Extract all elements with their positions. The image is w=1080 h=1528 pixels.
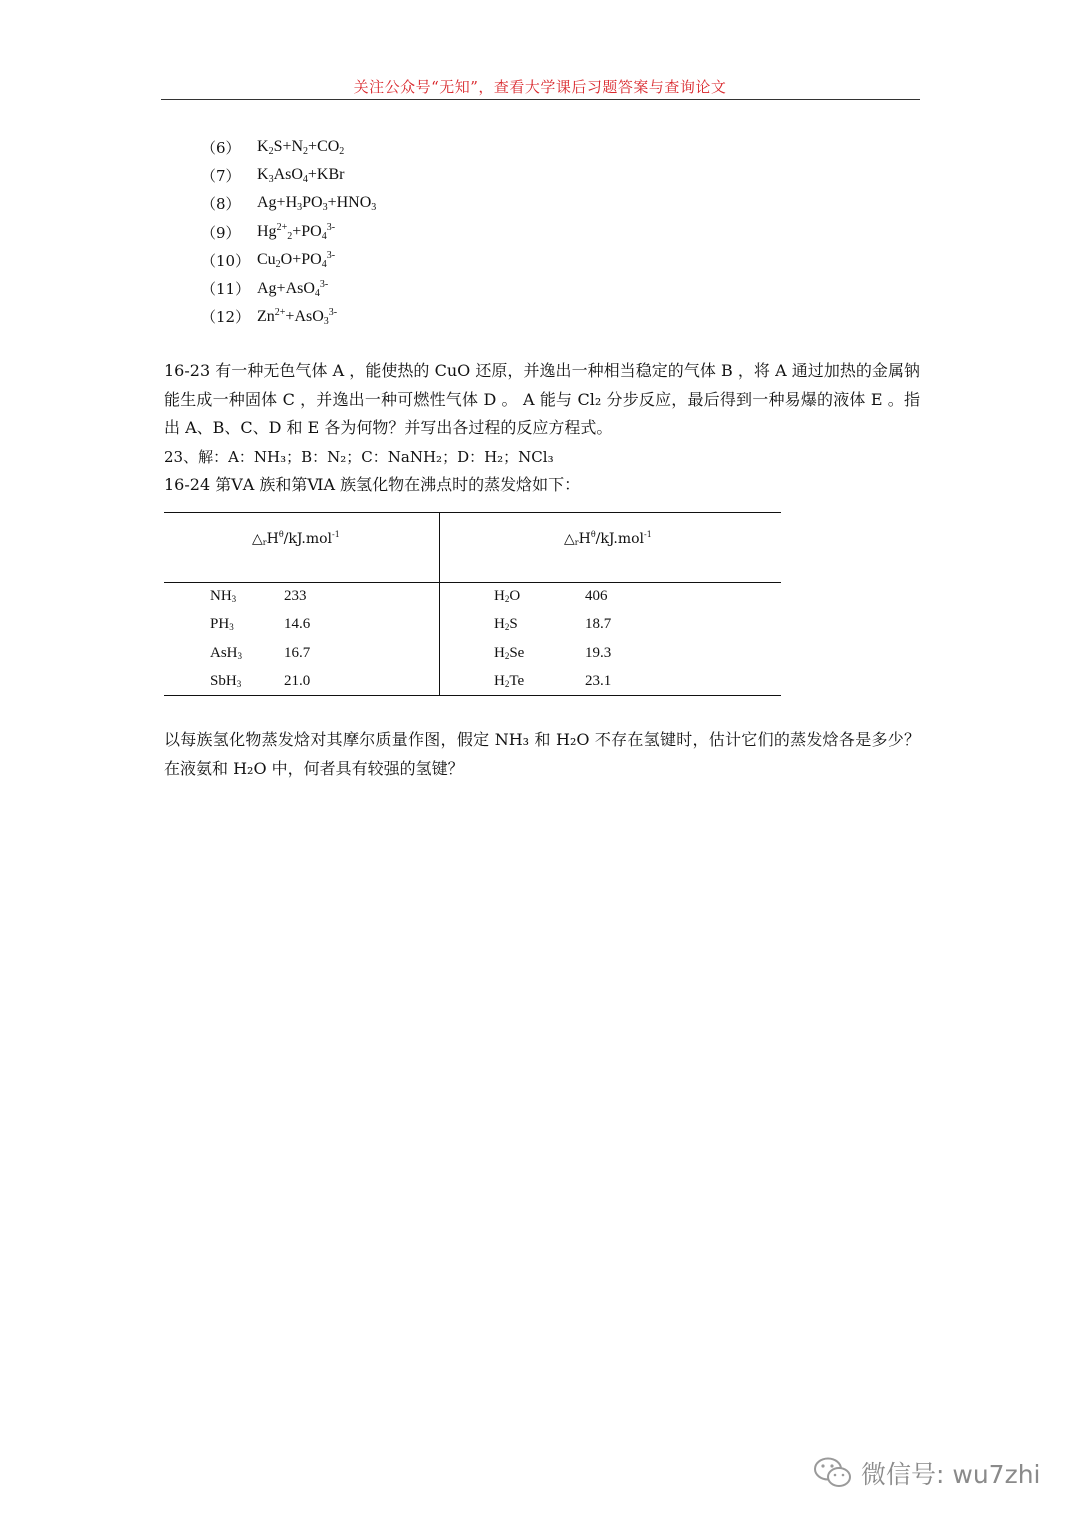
- reaction-number: （10）: [201, 251, 251, 270]
- table-cell-right-value: 18.7: [585, 616, 612, 633]
- wechat-icon: [813, 1456, 853, 1490]
- reaction-formula: $Zn^{2+}+AsO_3^{3-}$: [257, 306, 338, 327]
- reaction-item: [201, 190, 376, 218]
- table-cell-right-value: 19.3: [585, 644, 612, 661]
- table-cell-right-compound: $H_2O$: [494, 588, 521, 604]
- table-header-right: $\triangle_rH^\theta/kJ.mol^{-1}$: [564, 530, 652, 547]
- reaction-formula: $K_2S+N_2+CO_2$: [257, 137, 345, 157]
- table-cell-left-value: 16.7: [284, 644, 311, 661]
- table-cell-left-compound: $PH_3$: [210, 616, 234, 633]
- problem-16-23: 16-23 有一种无色气体 A ，能使热的 CuO 还原，并逸出一种相当稳定的气体 B ，将 A 通过加热的金属钠能生成一种固体 C ，并逸出一种可燃性气体 D 。 A 能与 Cl₂ 分步反应，最后得到一种易爆的液体 E 。指出 A、B、C、D 和 E 各为何物？并写出各过程的反应方程式。: [164, 361, 920, 437]
- table-cell-right-value: 23.1: [585, 672, 612, 689]
- reaction-formula: $Ag+H_3PO_3+HNO_3$: [257, 194, 377, 214]
- reaction-item: [201, 274, 376, 302]
- enthalpy-table: [164, 512, 781, 696]
- final-question: 以每族氢化物蒸发焓对其摩尔质量作图，假定 NH₃ 和 H₂O 不存在氢键时，估计它们的蒸发焓各是多少？在液氨和 H₂O 中，何者具有较强的氢键？: [164, 730, 920, 778]
- table-header-rule: [164, 582, 781, 583]
- reaction-formula: $Hg^{2+}_2+PO_4^{3-}$: [257, 222, 336, 243]
- table-cell-left-compound: $NH_3$: [210, 588, 237, 604]
- watermark-label: 微信号: wu7zhi: [861, 1460, 1041, 1489]
- reaction-number: （9）: [201, 223, 241, 242]
- table-cell-left-value: 21.0: [284, 672, 311, 689]
- table-cell-right-value: 406: [585, 588, 608, 604]
- reaction-item: [201, 218, 376, 246]
- reaction-formula: $Cu_2O+PO_4^{3-}$: [257, 250, 336, 271]
- reaction-number: （11）: [201, 280, 251, 299]
- reaction-list: [201, 133, 376, 331]
- problem-16-24: 16-24 第ⅤA 族和第ⅥA 族氢化物在沸点时的蒸发焓如下：: [164, 475, 581, 494]
- reaction-item: [201, 246, 376, 274]
- table-cell-left-value: 233: [284, 588, 307, 604]
- header-promo-text: 关注公众号“无知”，查看大学课后习题答案与查询论文: [353, 78, 727, 96]
- reaction-number: （12）: [201, 308, 251, 327]
- table-bottom-rule: [164, 695, 781, 696]
- reaction-formula: Ag+AsO$_4^{3-}$: [257, 278, 329, 299]
- reaction-item: [201, 161, 376, 189]
- table-column-divider: [439, 512, 440, 696]
- table-cell-left-value: 14.6: [284, 616, 311, 633]
- table-header-left: $\triangle_rH^\theta/kJ.mol^{-1}$: [252, 530, 340, 547]
- reaction-number: （6）: [201, 138, 241, 157]
- answer-23: 23、解：A：NH₃；B：N₂；C：NaNH₂；D：H₂；NCl₃: [164, 448, 554, 466]
- table-top-rule: [164, 512, 781, 513]
- header-divider: [161, 99, 920, 100]
- reaction-item: [201, 303, 376, 331]
- reaction-number: （7）: [201, 166, 241, 185]
- table-cell-left-compound: AsH$_3$: [210, 644, 243, 661]
- table-cell-left-compound: SbH$_3$: [210, 672, 242, 689]
- table-cell-right-compound: $H_2Te$: [494, 672, 525, 689]
- reaction-number: （8）: [201, 195, 241, 214]
- reaction-formula: $K_3AsO_4+KBr$: [257, 165, 345, 185]
- table-cell-right-compound: $H_2Se$: [494, 644, 525, 661]
- reaction-item: [201, 133, 376, 161]
- table-cell-right-compound: $H_2S$: [494, 616, 518, 633]
- wechat-watermark: [813, 1455, 1040, 1491]
